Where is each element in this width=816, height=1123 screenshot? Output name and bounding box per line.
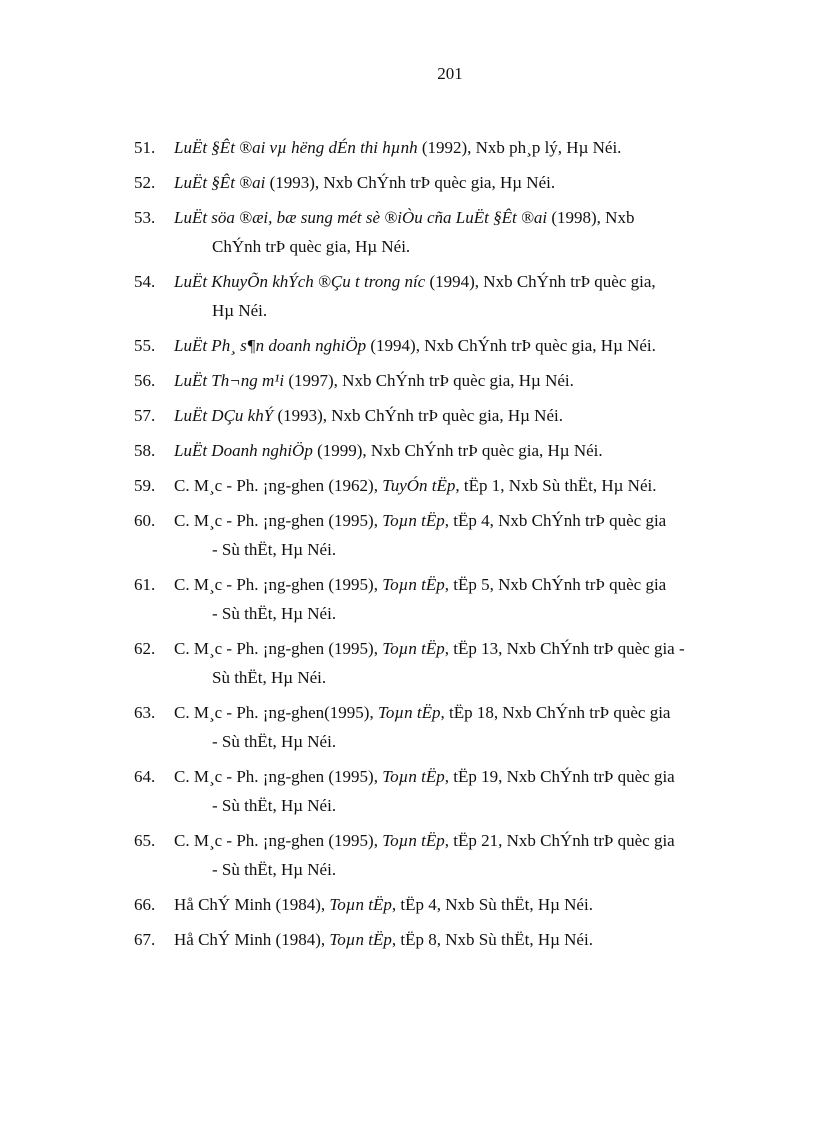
reference-item <box>134 331 738 360</box>
reference-continuation: - Sù thËt, Hµ Néi. <box>212 540 337 559</box>
reference-number: 61. <box>134 575 156 594</box>
reference-publication: , tËp 5, Nxb ChÝnh trÞ quèc gia <box>444 575 667 594</box>
reference-publication: (1999), Nxb ChÝnh trÞ quèc gia, Hµ Néi. <box>312 441 603 460</box>
reference-publication: , tËp 1, Nxb Sù thËt, Hµ Néi. <box>455 476 657 495</box>
reference-number: 62. <box>134 639 156 658</box>
reference-text <box>174 890 738 919</box>
reference-title: Toµn tËp <box>382 767 445 786</box>
reference-continuation: Sù thËt, Hµ Néi. <box>212 668 327 687</box>
reference-publication: , tËp 19, Nxb ChÝnh trÞ quèc gia <box>444 767 675 786</box>
reference-title: Toµn tËp <box>382 511 445 530</box>
reference-item <box>134 133 738 162</box>
reference-publication: (1994), Nxb ChÝnh trÞ quèc gia, <box>425 272 656 291</box>
reference-title: Toµn tËp <box>329 930 392 949</box>
reference-title: LuËt §Êt ®ai <box>174 173 266 192</box>
reference-item <box>134 203 738 261</box>
reference-title: Toµn tËp <box>377 703 441 722</box>
reference-publication: , tËp 18, Nxb ChÝnh trÞ quèc gia <box>440 703 671 722</box>
reference-number: 58. <box>134 441 156 460</box>
reference-title: LuËt §Êt ®ai vµ hëng dÉn thi hµnh <box>174 138 418 157</box>
reference-number: 63. <box>134 703 156 722</box>
reference-number: 51. <box>134 138 156 157</box>
reference-item <box>134 762 738 820</box>
reference-item <box>134 401 738 430</box>
reference-number: 65. <box>134 831 156 850</box>
reference-publication: (1997), Nxb ChÝnh trÞ quèc gia, Hµ Néi. <box>284 371 574 390</box>
reference-continuation: - Sù thËt, Hµ Néi. <box>212 860 337 879</box>
reference-item <box>134 698 738 756</box>
reference-author: C. M¸c - Ph. ¡ng-ghen (1995), <box>174 511 383 530</box>
reference-number: 66. <box>134 895 156 914</box>
reference-number: 55. <box>134 336 156 355</box>
reference-item <box>134 634 738 692</box>
reference-text <box>174 436 738 465</box>
reference-title: LuËt söa ®æi, bæ sung mét sè ®iÒu cña LuËt §Êt ®ai <box>174 208 548 227</box>
reference-title: Toµn tËp <box>382 831 445 850</box>
reference-text <box>174 267 738 296</box>
reference-title: LuËt Doanh nghiÖp <box>174 441 313 460</box>
reference-publication: , tËp 4, Nxb ChÝnh trÞ quèc gia <box>444 511 667 530</box>
reference-publication: (1992), Nxb ph¸p lý, Hµ Néi. <box>417 138 622 157</box>
reference-author: C. M¸c - Ph. ¡ng-ghen (1995), <box>174 831 383 850</box>
reference-item <box>134 826 738 884</box>
reference-author: Hå ChÝ Minh (1984), <box>174 895 330 914</box>
reference-title: LuËt DÇu khÝ <box>174 406 274 425</box>
reference-title: Toµn tËp <box>329 895 392 914</box>
reference-text <box>174 401 738 430</box>
reference-author: Hå ChÝ Minh (1984), <box>174 930 330 949</box>
reference-publication: (1998), Nxb <box>547 208 635 227</box>
reference-number: 53. <box>134 208 156 227</box>
reference-item <box>134 570 738 628</box>
reference-list <box>134 133 738 960</box>
reference-item <box>134 168 738 197</box>
reference-item <box>134 890 738 919</box>
reference-item <box>134 436 738 465</box>
reference-number: 52. <box>134 173 156 192</box>
reference-title: Toµn tËp <box>382 639 445 658</box>
reference-continuation: - Sù thËt, Hµ Néi. <box>212 604 337 623</box>
reference-item <box>134 506 738 564</box>
reference-text <box>174 826 738 855</box>
reference-number: 64. <box>134 767 156 786</box>
reference-continuation: - Sù thËt, Hµ Néi. <box>212 732 337 751</box>
reference-text <box>174 698 738 727</box>
reference-continuation: - Sù thËt, Hµ Néi. <box>212 796 337 815</box>
reference-text <box>174 331 738 360</box>
reference-publication: , tËp 4, Nxb Sù thËt, Hµ Néi. <box>391 895 593 914</box>
reference-number: 59. <box>134 476 156 495</box>
reference-continuation: Hµ Néi. <box>212 301 268 320</box>
reference-title: LuËt KhuyÕn khÝch ®Çu t trong níc <box>174 272 426 291</box>
reference-publication: , tËp 13, Nxb ChÝnh trÞ quèc gia - <box>444 639 685 658</box>
reference-continuation: ChÝnh trÞ quèc gia, Hµ Néi. <box>212 237 411 256</box>
reference-item <box>134 267 738 325</box>
reference-text <box>174 506 738 535</box>
reference-author: C. M¸c - Ph. ¡ng-ghen (1962), <box>174 476 383 495</box>
reference-text <box>174 762 738 791</box>
reference-title: Toµn tËp <box>382 575 445 594</box>
reference-number: 56. <box>134 371 156 390</box>
reference-text <box>174 634 738 663</box>
reference-text <box>174 471 738 500</box>
reference-author: C. M¸c - Ph. ¡ng-ghen (1995), <box>174 639 383 658</box>
reference-author: C. M¸c - Ph. ¡ng-ghen(1995), <box>174 703 378 722</box>
page-number: 201 <box>437 64 463 83</box>
reference-publication: (1993), Nxb ChÝnh trÞ quèc gia, Hµ Néi. <box>265 173 556 192</box>
reference-publication: (1993), Nxb ChÝnh trÞ quèc gia, Hµ Néi. <box>273 406 563 425</box>
reference-text <box>174 168 738 197</box>
reference-item <box>134 471 738 500</box>
reference-number: 60. <box>134 511 156 530</box>
reference-item <box>134 366 738 395</box>
reference-text <box>174 570 738 599</box>
reference-author: C. M¸c - Ph. ¡ng-ghen (1995), <box>174 767 383 786</box>
reference-item <box>134 925 738 954</box>
reference-number: 54. <box>134 272 156 291</box>
reference-author: C. M¸c - Ph. ¡ng-ghen (1995), <box>174 575 383 594</box>
reference-publication: , tËp 8, Nxb Sù thËt, Hµ Néi. <box>391 930 593 949</box>
reference-number: 57. <box>134 406 156 425</box>
reference-title: TuyÓn tËp <box>382 476 456 495</box>
reference-title: LuËt Th¬ng m¹i <box>174 371 285 390</box>
reference-text <box>174 366 738 395</box>
reference-publication: (1994), Nxb ChÝnh trÞ quèc gia, Hµ Néi. <box>366 336 656 355</box>
reference-title: LuËt Ph¸ s¶n doanh nghiÖp <box>174 336 367 355</box>
reference-text <box>174 133 738 162</box>
reference-number: 67. <box>134 930 156 949</box>
reference-text <box>174 925 738 954</box>
reference-publication: , tËp 21, Nxb ChÝnh trÞ quèc gia <box>444 831 675 850</box>
reference-text <box>174 203 738 232</box>
